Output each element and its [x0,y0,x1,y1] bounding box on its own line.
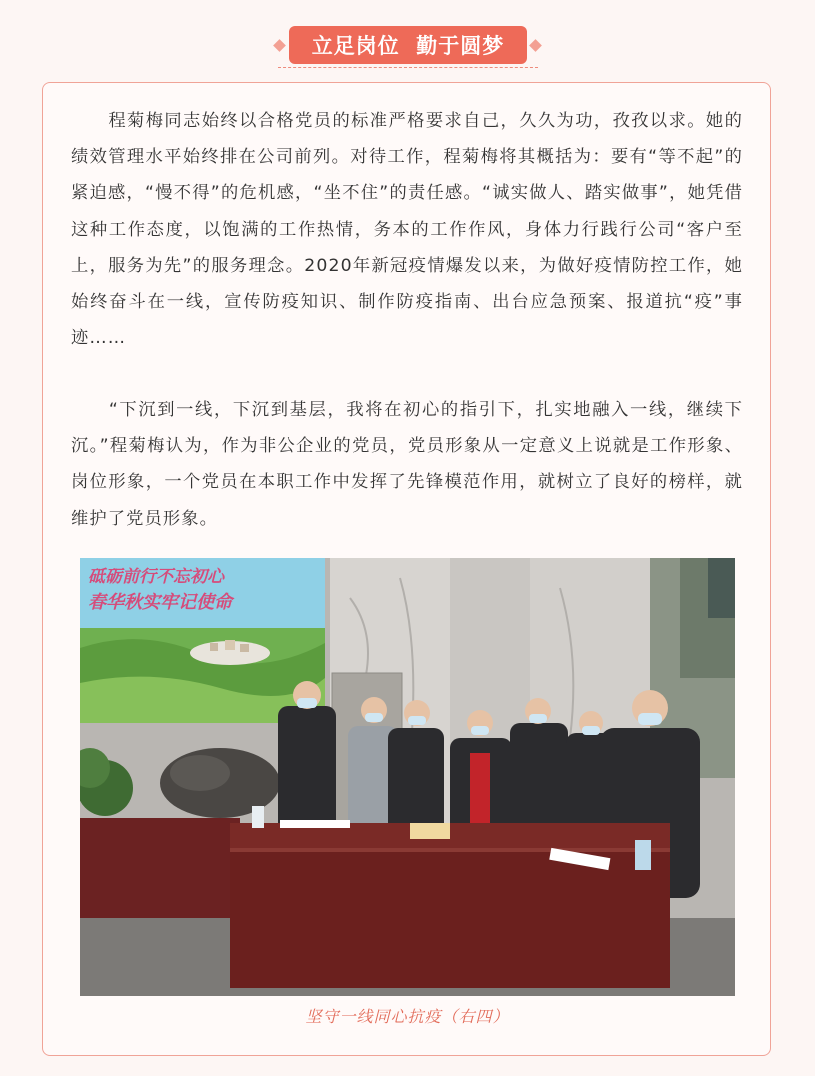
section-title: 立足岗位 勤于圆梦 [311,34,505,58]
section-header [0,22,815,72]
event-photo [80,558,735,996]
title-dashed-underline [278,67,538,68]
banner-line-2: 春华秋实牢记使命 [88,592,232,613]
article-paragraph-1: 程菊梅同志始终以合格党员的标准严格要求自己，久久为功，孜孜以求。她的绩效管理水平始终排在公司前列。对待工作，程菊梅将其概括为：要有“等不起”的紧迫感，“慢不得”的危机感，“坐不住”的责任感。“诚实做人、踏实做事”，她凭借这种工作态度，以饱满的工作热情，务本的工作作风，身体力行践行公司“客户至上，服务为先”的服务理念。2020年新冠疫情爆发以来，为做好疫情防控工作，她始终奋斗在一线，宣传防疫知识、制作防疫指南、出台应急预案、报道抗“疫”事迹…… [71,111,743,349]
welcome-banner [80,558,325,723]
section-title-badge [289,26,527,64]
diamond-ornament-right-icon [529,39,542,52]
diamond-ornament-left-icon [273,39,286,52]
banner-line-1: 砥砺前行不忘初心 [88,567,224,587]
article-paragraph-2: “下沉到一线，下沉到基层，我将在初心的指引下，扎实地融入一线，继续下沉。”程菊梅认为，作为非公企业的党员，党员形象从一定意义上说就是工作形象、岗位形象，一个党员在本职工作中发挥了先锋模范作用，就树立了良好的榜样，就维护了党员形象。 [71,400,743,529]
photo-caption: 坚守一线同心抗疫（右四） [305,1007,510,1026]
